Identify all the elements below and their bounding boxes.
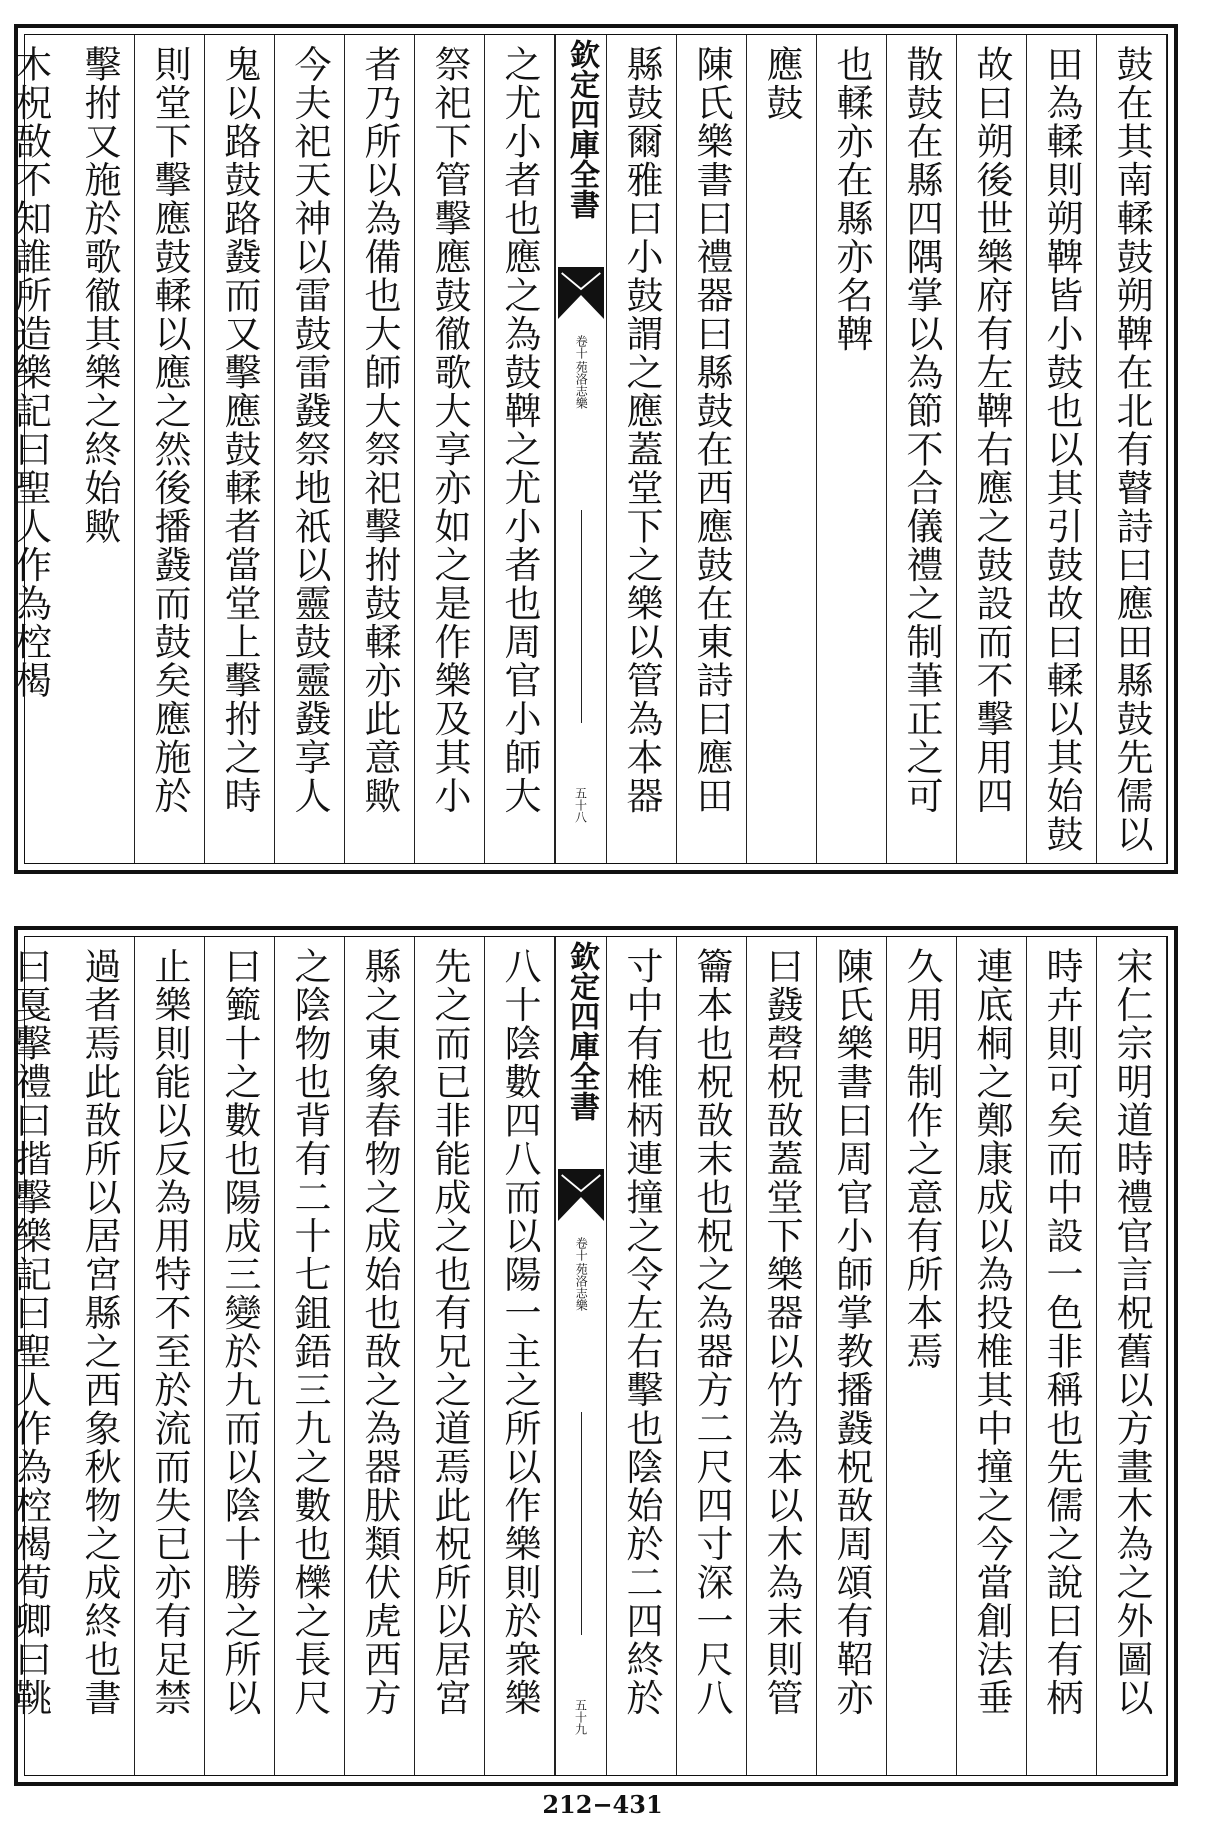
center-spine bbox=[555, 937, 607, 1775]
text-column bbox=[65, 35, 135, 863]
text-column bbox=[747, 35, 817, 863]
text-column bbox=[485, 937, 555, 1775]
column-text: 今夫祀天神以雷鼓雷鼗祭地祇以靈鼓靈鼗享人 bbox=[288, 45, 331, 815]
spine-divider bbox=[581, 1412, 582, 1635]
spine-page-number: 五十九 bbox=[573, 1699, 588, 1735]
column-text: 曰鼗磬柷敔蓋堂下樂器以竹為本以木為末則管 bbox=[760, 947, 803, 1717]
text-column bbox=[65, 937, 135, 1775]
column-text: 八十陰數四八而以陽一主之所以作樂則於衆樂 bbox=[498, 947, 541, 1717]
column-text: 先之而已非能成之也有兄之道焉此柷所以居宮 bbox=[428, 947, 471, 1717]
column-text: 也輮亦在縣亦名鞞 bbox=[830, 45, 873, 353]
column-text: 曰籈十之數也陽成三變於九而以陰十勝之所以 bbox=[218, 947, 261, 1717]
top-page bbox=[8, 24, 1178, 874]
center-spine bbox=[555, 35, 607, 863]
column-text: 縣鼓爾雅曰小鼓謂之應蓋堂下之樂以管為本器 bbox=[620, 45, 663, 815]
text-column bbox=[415, 35, 485, 863]
text-column bbox=[345, 35, 415, 863]
column-text: 散鼓在縣四隅掌以為節不合儀禮之制茟正之可 bbox=[900, 45, 943, 815]
column-text: 時卉則可矣而中設一色非稱也先儒之說曰有柄 bbox=[1040, 947, 1083, 1717]
bottom-page bbox=[8, 926, 1178, 1786]
spine-volume: 卷十 bbox=[574, 1237, 589, 1261]
text-column bbox=[135, 35, 205, 863]
column-text: 木柷敔不知誰所造樂記曰聖人作為椌楬 bbox=[8, 45, 52, 700]
column-text: 久用明制作之意有所本焉 bbox=[900, 947, 943, 1371]
bottom-page-columns bbox=[8, 937, 1167, 1775]
text-column bbox=[1027, 35, 1097, 863]
text-column bbox=[205, 35, 275, 863]
column-text: 陳氏樂書曰禮器曰縣鼓在西應鼓在東詩曰應田 bbox=[690, 45, 733, 815]
text-column bbox=[275, 35, 345, 863]
text-column bbox=[1097, 35, 1167, 863]
column-text: 連底桐之鄭康成以為投椎其中撞之今當創法垂 bbox=[970, 947, 1013, 1717]
column-text: 鬼以路鼓路鼗而又擊應鼓輮者當堂上擊拊之時 bbox=[218, 45, 261, 815]
spine-title: 欽定四庫全書 bbox=[564, 39, 599, 219]
column-text: 寸中有椎柄連撞之令左右擊也陰始於二四終於 bbox=[620, 947, 663, 1717]
top-page-columns bbox=[8, 35, 1167, 863]
spine-divider bbox=[581, 510, 582, 723]
column-text: 曰戛擊禮曰揩擊樂記曰聖人作為椌楬荀卿曰鞉 bbox=[8, 947, 52, 1717]
spine-book-title: 苑洛志樂 bbox=[574, 1263, 589, 1311]
page-number: 212−431 bbox=[542, 1790, 663, 1819]
text-column bbox=[607, 35, 677, 863]
text-column bbox=[957, 35, 1027, 863]
text-column bbox=[0, 937, 65, 1775]
column-text: 則堂下擊應鼓輮以應之然後播鼗而鼓矣應施於 bbox=[148, 45, 191, 815]
text-column bbox=[817, 35, 887, 863]
column-text: 陳氏樂書曰周官小師掌教播鼗柷敔周頌有鞀亦 bbox=[830, 947, 873, 1717]
text-column bbox=[1027, 937, 1097, 1775]
text-column bbox=[817, 937, 887, 1775]
spine-book-title: 苑洛志樂 bbox=[574, 361, 589, 409]
text-column bbox=[957, 937, 1027, 1775]
text-column bbox=[0, 35, 65, 863]
spine-page-number: 五十八 bbox=[573, 787, 588, 823]
column-text: 之陰物也背有二十七鉏鋙三九之數也櫟之長尺 bbox=[288, 947, 331, 1717]
column-text: 籥本也柷敔末也柷之為器方二尺四寸深一尺八 bbox=[690, 947, 733, 1717]
text-column bbox=[677, 937, 747, 1775]
spine-volume: 卷十 bbox=[574, 335, 589, 359]
fish-tail-ornament-icon bbox=[558, 1169, 604, 1221]
column-text: 鼓在其南輮鼓朔鞞在北有瞽詩曰應田縣鼓先儒以 bbox=[1110, 45, 1153, 854]
text-column bbox=[205, 937, 275, 1775]
column-text: 祭祀下管擊應鼓徹歌大享亦如之是作樂及其小 bbox=[428, 45, 471, 815]
column-text: 者乃所以為備也大師大祭祀擊拊鼓輮亦此意歟 bbox=[358, 45, 401, 815]
column-text: 止樂則能以反為用特不至於流而失已亦有足禁 bbox=[148, 947, 191, 1717]
text-column bbox=[345, 937, 415, 1775]
text-column bbox=[135, 937, 205, 1775]
text-column bbox=[607, 937, 677, 1775]
top-page-frame bbox=[8, 34, 1168, 864]
text-column bbox=[275, 937, 345, 1775]
column-text: 之尤小者也應之為鼓鞞之尤小者也周官小師大 bbox=[498, 45, 541, 815]
text-column bbox=[887, 937, 957, 1775]
text-column bbox=[747, 937, 817, 1775]
column-text: 故曰朔後世樂府有左鞞右應之鼓設而不擊用四 bbox=[970, 45, 1013, 815]
column-text: 縣之東象春物之成始也敔之為器肰類伏虎西方 bbox=[358, 947, 401, 1717]
column-text: 宋仁宗明道時禮官言柷舊以方畫木為之外圖以 bbox=[1110, 947, 1153, 1717]
text-column bbox=[485, 35, 555, 863]
text-column bbox=[677, 35, 747, 863]
text-column bbox=[887, 35, 957, 863]
column-text: 擊拊又施於歌徹其樂之終始歟 bbox=[78, 45, 121, 546]
column-text: 田為輮則朔鞞皆小鼓也以其引鼓故曰輮以其始鼓 bbox=[1040, 45, 1083, 854]
spine-subtitle bbox=[575, 1237, 588, 1311]
spine-subtitle bbox=[575, 335, 588, 409]
column-text: 過者焉此敔所以居宮縣之西象秋物之成終也書 bbox=[78, 947, 121, 1717]
text-column bbox=[1097, 937, 1167, 1775]
spine-title: 欽定四庫全書 bbox=[564, 941, 599, 1121]
section-heading: 應鼓 bbox=[760, 45, 803, 122]
bottom-page-frame bbox=[8, 936, 1168, 1776]
text-column bbox=[415, 937, 485, 1775]
fish-tail-ornament-icon bbox=[558, 267, 604, 319]
